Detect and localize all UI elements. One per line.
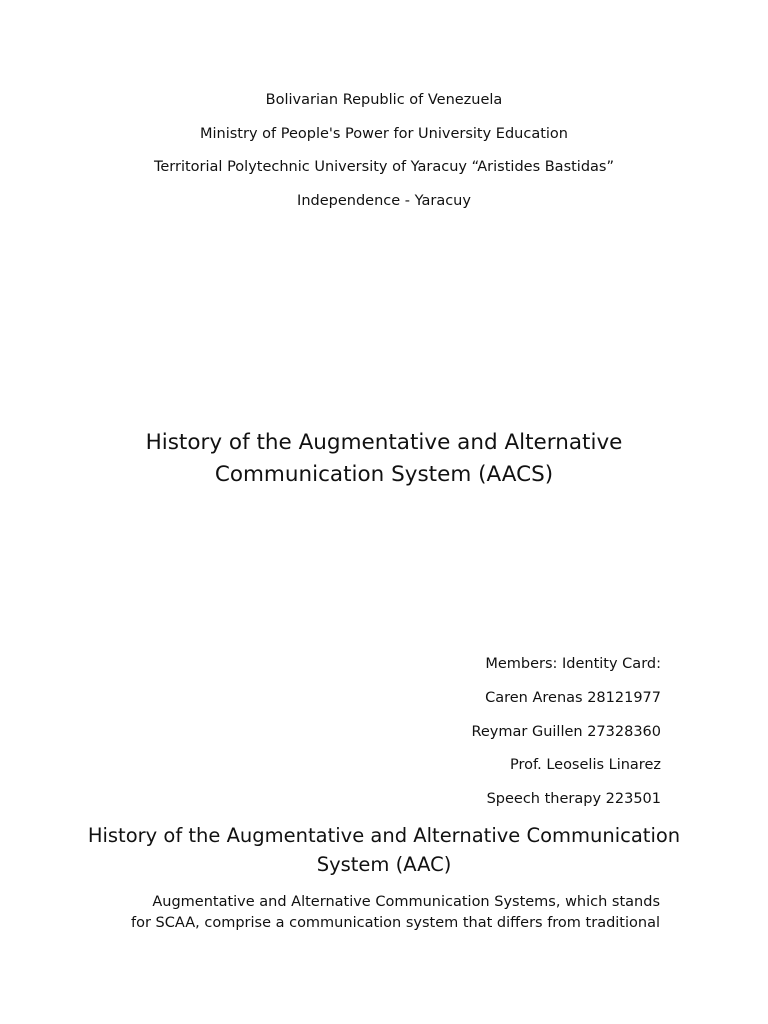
members-heading: Members: Identity Card: (485, 656, 661, 672)
intro-paragraph-line: Augmentative and Alternative Communication Systems, which stands (152, 894, 660, 910)
member-reymar: Reymar Guillen 27328360 (471, 724, 661, 740)
professor-name: Prof. Leoselis Linarez (510, 757, 661, 773)
header-line-university: Territorial Polytechnic University of Yaracuy “Aristides Bastidas” (153, 159, 614, 175)
course-code: Speech therapy 223501 (486, 791, 661, 807)
header-line-ministry: Ministry of People's Power for University Education (200, 126, 568, 142)
member-caren: Caren Arenas 28121977 (485, 690, 661, 706)
cover-title: History of the Augmentative and Alternative Communication System (AACS) (145, 430, 623, 487)
intro-paragraph (104, 892, 660, 934)
header-line-location: Independence - Yaracuy (297, 193, 471, 209)
section-title: History of the Augmentative and Alternative Communication System (AAC) (87, 824, 681, 876)
header-line-country: Bolivarian Republic of Venezuela (265, 92, 503, 108)
intro-paragraph-line: for SCAA, comprise a communication system that differs from traditional (131, 915, 660, 931)
